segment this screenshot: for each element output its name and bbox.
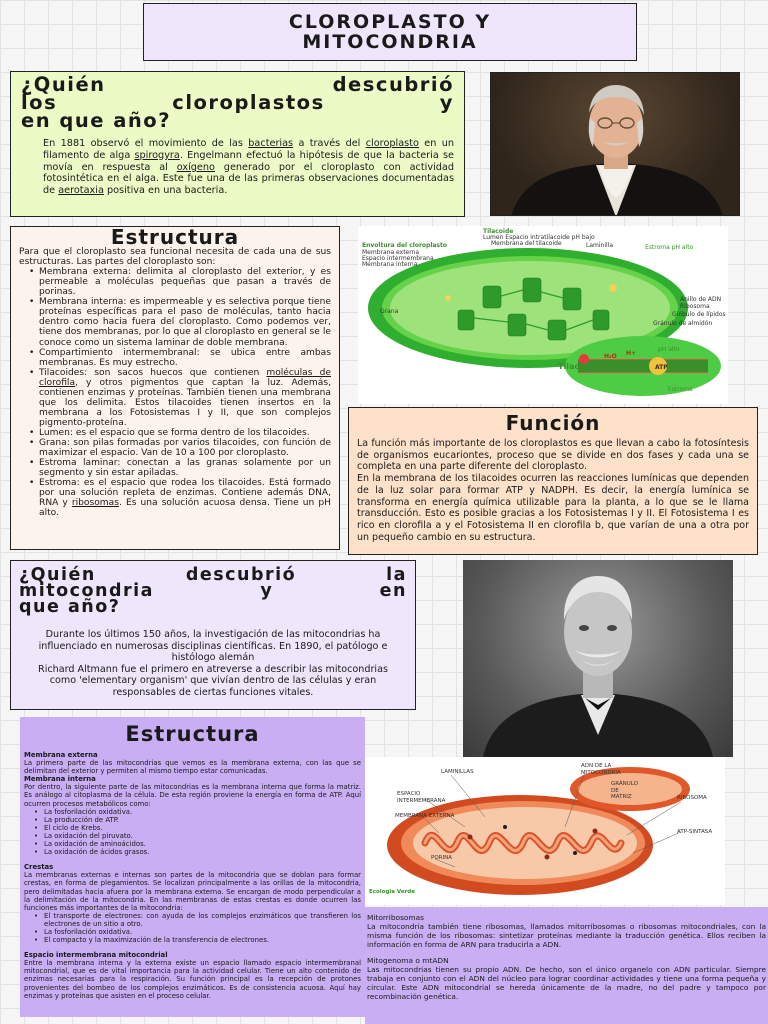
engelmann-portrait-drawing — [491, 73, 740, 216]
chloroplast-parts-list — [29, 267, 331, 518]
list-item: • El ciclo de Krebs. — [34, 824, 361, 832]
label-ribosoma: Ribosoma — [680, 303, 710, 310]
label-h-plus: H+ — [626, 350, 637, 357]
funcion-paragraph-2: En la membrana de los tilacoides ocurren las reacciones lumínicas que dependen de la luz solar para formar ATP y NADPH. Es decir, la energía lumínica se transforma en energía química utilizable para la planta, a lo que se le llama transducción. Esto es posible gracias a los Fotosistemas I y II. El Fotosistema I es rico en clorofila a y el Fotosistema II en clorofila b, que varían de una a otra por un pequeño cambio en su estructura. — [357, 473, 749, 543]
text-run: en un filamento de alga — [43, 138, 455, 161]
label-granulo-matriz: GRÁNULO DE MATRIZ — [611, 781, 638, 800]
list-item: • Membrana interna: es impermeable y es selectiva porque tiene proteínas específicas para el paso de moléculas, tanto hacia dentro como hacia fuera del cloroplasto. Como podemos ver, tiene dos membranas, por lo que al cloroplasto en general se le conoce como un sistema laminar de doble membrana. — [29, 297, 331, 347]
label-anillo-adn: Anillo de ADN — [680, 296, 722, 303]
mito-heading-line-2: mitocondria y en — [19, 581, 407, 601]
label-envoltura: Envoltura del cloroplasto — [362, 242, 447, 249]
label-atp-sintasa: ATP-SINTASA — [677, 829, 713, 835]
chloroplast-diagram — [358, 226, 728, 404]
chloroplast-discovery-text — [21, 138, 454, 197]
label-grana: Grana — [380, 308, 399, 315]
subheading-espacio-intermembrana: Espacio intermembrana mitocondrial — [24, 951, 168, 960]
label-laminilla: Laminilla — [586, 242, 614, 249]
text-mitorribosomas: La mitocondria también tiene ribosomas, llamados mitorribosomas o ribosomas mitocondriales, con la misma función de los ribosomas: sintetizar proteínas mediante la traducción genética. Ellos reciben la información en forma de ARN para traducirla a ADN. — [367, 922, 766, 949]
label-espacio-intermembrana: Espacio intermembrana — [362, 255, 434, 262]
subheading-crestas: Crestas — [24, 863, 54, 872]
label-tilacoide-lower: Tilacoide — [558, 362, 599, 371]
label-ribosoma: RIBOSOMA — [677, 795, 707, 801]
mito-heading-line-1: ¿Quién descubrió la — [19, 565, 407, 585]
text-membrana-externa: La primera parte de las mitocondrias que vemos es la membrana externa, con las que se delimitan del exterior y permiten al mismo tiempo estar comunicadas. — [24, 759, 361, 776]
mitochondria-discovery-paragraph-1: Durante los últimos 150 años, la investigación de las mitocondrias ha influenciado en numerosas disciplinas científicas. En 1890, el patólogo e histólogo alemán — [38, 629, 388, 663]
label-membrana-tilacoide: Membrana del tilacoide — [491, 240, 562, 247]
label-globulo-lipidos: Glóbulo de lípidos — [672, 311, 726, 318]
label-adn-mitocondria: ADN DE LA MITOCONDRIA — [581, 763, 621, 776]
mitochondria-discovery-section — [10, 560, 416, 710]
label-ph-alto: pH alto — [658, 346, 680, 353]
label-estroma-small: Estroma — [668, 386, 693, 393]
link-cloroplasto[interactable]: cloroplasto — [365, 138, 419, 149]
text-run: Estroma: es el espacio que rodea los tilacoides. Está formado por una solución repleta de enzimas. Contiene además DNA, RNA y — [39, 478, 331, 509]
mitochondria-structure-heading: Estructura — [125, 722, 260, 746]
text-run: generado por el cloroplasto con actividad fotosintética en el alga. Este fue una de las primeras observaciones documentadas de — [43, 161, 454, 197]
link-oxigeno[interactable]: oxígeno — [176, 161, 215, 173]
page-title-line-2: MITOCONDRIA — [302, 31, 478, 53]
label-laminillas: LAMINILLAS — [441, 769, 474, 775]
engelmann-portrait — [490, 72, 740, 216]
ecologia-verde-logo: Ecologia Verde — [369, 889, 415, 895]
label-membrana-externa: MEMBRANA EXTERNA — [395, 813, 455, 819]
text-membrana-interna: Por dentro, la siguiente parte de las mitocondrias es la membrana interna que forma la matriz. Es análogo al citoplasma de la célula. De esta región proviene la energía en forma de ATP. Aquí ocurren procesos metabólicos como: — [24, 783, 361, 808]
funcion-section — [348, 407, 758, 555]
chloroplast-structure-section — [10, 226, 340, 550]
text-mitogenoma: Las mitocondrias tienen su propio ADN. De hecho, son el único organelo con ADN particular. Siempre trabaja en conjunto con el ADN del núcleo para lograr coordinar actividades y tiene una forma pequeña y circular. Este ADN mitocondrial se hereda únicamente de la madre, no del padre y tampoco por recombinación genética. — [367, 965, 766, 1001]
list-item: • La oxidación del piruvato. — [34, 832, 361, 840]
list-item: • El compacto y la maximización de la transferencia de electrones. — [34, 936, 361, 944]
list-item: • La oxidación de aminoácidos. — [34, 840, 361, 848]
text-run: , y otros pigmentos que captan la luz. Además, contienen enzimas y proteínas. También tienen una membrana que los delimita. Estos tilacoides tienen insertos en la membrana a los Fotosistemas I y II, que son complejos pigmento-proteína. — [39, 377, 331, 428]
link-aerotaxia[interactable]: aerotaxia — [58, 185, 104, 197]
text-crestas: La membranas externas e internas son partes de la mitocondria que se doblan para formar crestas, en forma de plegamientos. Se localizan principalmente a las orillas de la mitocondria, pero delimitadas hacia afuera por la membrana externa. Se encargan de modo perpendicular a la delimitación de la mitocondria. En las membranas de estas crestas es donde ocurren las funciones más importantes de la mitocondria: — [24, 871, 361, 912]
subheading-mitogenoma: Mitogenoma o mtADN — [367, 956, 449, 965]
list-item: • Lumen: es el espacio que se forma dentro de los tilacoides. — [29, 428, 331, 438]
text-run: En 1881 observó el movimiento de las — [43, 138, 249, 149]
label-lumen: Lumen Espacio intratilacoide pH bajo — [483, 234, 595, 241]
list-item: • Membrana externa: delimita al cloroplasto del exterior, y es permeable a moléculas pequeñas que pasan a través de porinas. — [29, 267, 331, 297]
text-espacio-intermembrana: Entre la membrana interna y la externa existe un espacio llamado espacio intermembranal mitocondrial, que es de vital importancia para la actividad celular. Tiene un alto contenido de enzimas necesarias para la respiración. Su función principal es la recepción de protones provenientes del bombeo de los complejos enzimáticos. Es de consistencia acuosa. Aquí hay enzimas y proteínas que asisten en el proceso celular. — [24, 959, 361, 1000]
chloroplast-discovery-heading — [21, 73, 454, 132]
text-run: . Es una solución acuosa densa. Tiene un pH alto. — [39, 498, 331, 519]
funcion-paragraph-1: La función más importante de los cloroplastos es que llevan a cabo la fotosíntesis de organismos eucariontes, proceso que se divide en dos fases y cada una se completa en una parte diferente del cloroplasto. — [357, 438, 749, 473]
crestas-functions-list — [34, 912, 361, 944]
list-item: • Grana: son pilas formadas por varios tilacoides, con función de maximizar el espacio. Van de 10 a 100 por cloroplasto. — [29, 438, 331, 458]
mitochondria-discovery-heading — [19, 567, 407, 615]
page-title-line-1: CLOROPLASTO Y — [288, 11, 492, 33]
metabolic-processes-list — [34, 808, 361, 857]
list-item: • Estroma laminar: conectan a las granas solamente por un segmento y sin estar apiladas. — [29, 458, 331, 478]
label-tilacoide: Tilacoide — [483, 228, 514, 235]
subheading-membrana-externa: Membrana externa — [24, 751, 98, 759]
mito-heading-line-3: que año? — [19, 597, 121, 617]
label-porina: PORINA — [431, 855, 452, 861]
page-title-box — [143, 3, 637, 61]
label-estroma: Estroma pH alto — [645, 244, 694, 251]
list-item: • El transporte de electrones: con ayuda de los complejos enzimáticos que transfieren los electrones de un sitio a otro. — [34, 912, 361, 928]
mitochondria-extra-section — [365, 907, 768, 1024]
chloroplast-structure-intro: Para que el cloroplasto sea funcional necesita de cada una de sus estructuras. Las partes del cloroplasto son: — [19, 247, 331, 268]
altmann-portrait-drawing — [463, 560, 733, 757]
mitochondria-structure-section — [20, 717, 365, 1017]
chloroplast-structure-heading: Estructura — [110, 226, 240, 249]
label-espacio-intermembrana: ESPACIO INTERMEMBRANA — [397, 791, 446, 804]
mitochondria-illustration — [365, 757, 725, 905]
label-granulo-almidon: Gránulo de almidón — [653, 320, 713, 327]
altmann-portrait — [463, 560, 733, 757]
list-item: • Compartimiento intermembranal: se ubica entre ambas membranas. Es muy estrecho. — [29, 348, 331, 368]
subheading-membrana-interna: Membrana interna — [24, 775, 96, 784]
label-membrana-interna: Membrana interna — [362, 261, 418, 268]
list-item — [29, 368, 331, 428]
text-run: Tilacoides: son sacos huecos que contienen — [39, 367, 267, 378]
chloro-heading-line-3: en que año? — [21, 109, 172, 132]
page-title — [289, 12, 491, 52]
mitochondria-diagram — [365, 757, 725, 905]
text-run: a través del — [293, 138, 366, 149]
label-h2o: H₂O — [604, 353, 617, 360]
link-moleculas-clorofila[interactable]: moléculas de clorofila — [39, 367, 331, 388]
chloro-heading-line-2: los cloroplastos y — [21, 91, 454, 114]
list-item: • La producción de ATP. — [34, 816, 361, 824]
subheading-mitorribosomas: Mitorribosomas — [367, 913, 425, 922]
text-run: . Engelmann efectuó la hipótesis de que la bacteria se movía en respuesta al — [43, 149, 454, 173]
chloro-heading-line-1: ¿Quién descubrió — [21, 73, 454, 96]
link-spirogyra[interactable]: spirogyra — [134, 149, 180, 161]
list-item — [29, 478, 331, 518]
funcion-heading: Función — [505, 411, 601, 435]
text-run: positiva en una bacteria. — [103, 185, 228, 197]
link-ribosomas[interactable]: ribosomas — [71, 498, 119, 509]
chloroplast-discovery-section — [10, 71, 465, 217]
link-bacterias[interactable]: bacterias — [248, 138, 294, 149]
mitochondria-discovery-paragraph-2: Richard Altmann fue el primero en atreverse a describir las mitocondrias como 'elementary organism' que vivían dentro de las células y eran responsables de ciertas funciones vitales. — [38, 663, 388, 698]
label-membrana-externa: Membrana externa — [362, 249, 420, 256]
list-item: • La oxidación de ácidos grasos. — [34, 848, 361, 856]
list-item: • La fosforilación oxidativa. — [34, 928, 361, 936]
list-item: • La fosforilación oxidativa. — [34, 808, 361, 816]
label-atp: ATP — [655, 364, 668, 371]
